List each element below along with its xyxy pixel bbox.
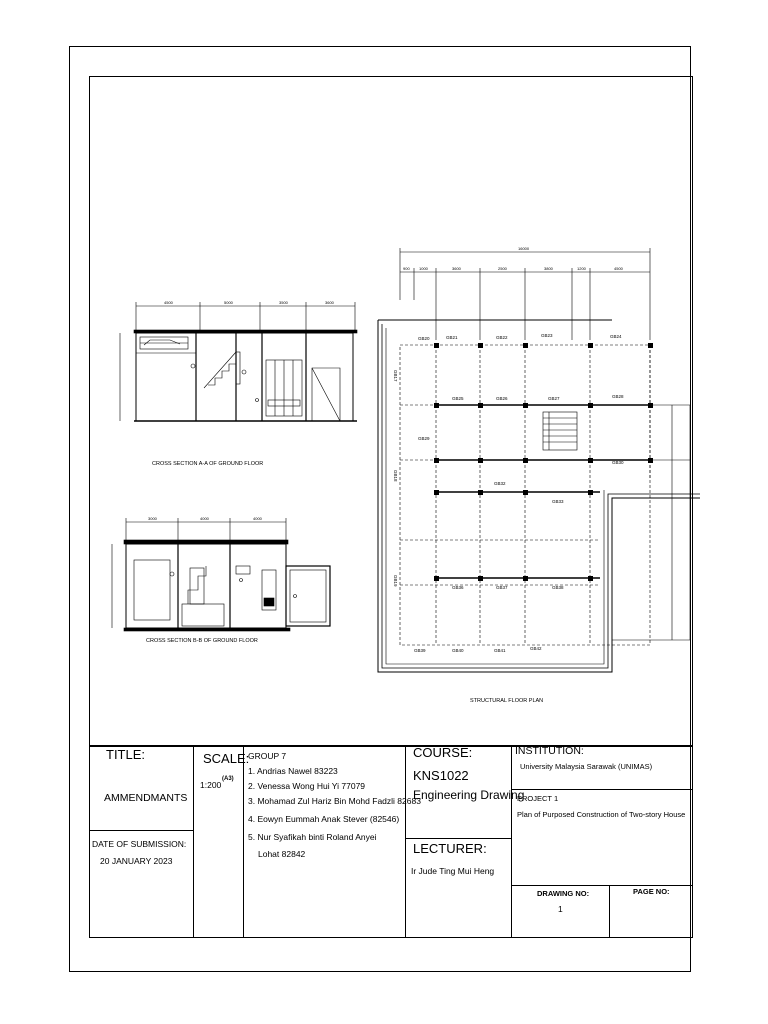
beam-tag-gb27: GB27 bbox=[548, 396, 560, 401]
beam-tag-gb21: GB21 bbox=[446, 335, 458, 340]
beam-tag-gb33: GB33 bbox=[552, 499, 564, 504]
section-bb-label: CROSS SECTION B-B OF GROUND FLOOR bbox=[146, 638, 258, 644]
beam-tag-gb41: GB41 bbox=[494, 648, 506, 653]
cross-section-aa bbox=[120, 302, 357, 421]
beam-tag-gb24: GB24 bbox=[610, 334, 622, 339]
bb-dim-2: 4000 bbox=[200, 516, 209, 521]
institution-name: University Malaysia Sarawak (UNIMAS) bbox=[520, 762, 653, 771]
plan-dim-1: 900 bbox=[403, 266, 410, 271]
section-aa-label: CROSS SECTION A-A OF GROUND FLOOR bbox=[152, 461, 264, 467]
tb-v3 bbox=[405, 745, 406, 938]
beam-tag-gb22: GB22 bbox=[496, 335, 508, 340]
beam-tag-gb32: GB32 bbox=[494, 481, 506, 486]
beam-tag-gb39: GB39 bbox=[414, 648, 426, 653]
tb-drawing-line bbox=[511, 885, 693, 886]
beam-tag-gb23: GB23 bbox=[541, 333, 553, 338]
plan-dim-texts bbox=[403, 246, 624, 271]
scale-value: 1:200 bbox=[200, 780, 222, 790]
tb-top-line bbox=[89, 745, 693, 747]
plan-dim-4: 2500 bbox=[498, 266, 507, 271]
beam-tag-gb40: GB40 bbox=[452, 648, 464, 653]
course-label: COURSE: bbox=[413, 745, 473, 760]
group-label: GROUP 7 bbox=[248, 751, 287, 761]
drawing-no-label: DRAWING NO: bbox=[537, 889, 590, 898]
tb-v4 bbox=[511, 745, 512, 938]
course-code: KNS1022 bbox=[413, 768, 469, 783]
beam-tag-gb26: GB26 bbox=[496, 396, 508, 401]
project-label: PROJECT 1 bbox=[517, 794, 559, 803]
beam-tag-gb28: GB28 bbox=[612, 394, 624, 399]
cross-section-bb-texts bbox=[148, 516, 263, 521]
title-label: TITLE: bbox=[106, 747, 146, 762]
aa-dim-2: 5000 bbox=[224, 300, 233, 305]
bb-dim-3: 4000 bbox=[253, 516, 262, 521]
member-5-cont: Lohat 82842 bbox=[258, 849, 306, 859]
beam-tag-gb17: GB17 bbox=[393, 370, 398, 382]
member-1: 1. Andrias Nawel 83223 bbox=[248, 766, 338, 776]
course-name: Engineering Drawing bbox=[413, 788, 525, 802]
beam-tag-gb25: GB25 bbox=[452, 396, 464, 401]
member-4: 4. Eowyn Eummah Anak Stever (82546) bbox=[248, 814, 400, 824]
plan-label: STRUCTURAL FLOOR PLAN bbox=[470, 698, 544, 704]
tb-lecturer-line bbox=[405, 838, 511, 839]
aa-dim-1: 4500 bbox=[164, 300, 173, 305]
tb-v2 bbox=[243, 745, 244, 938]
beam-tag-gb37: GB37 bbox=[496, 585, 508, 590]
tb-v5 bbox=[609, 885, 610, 938]
beam-tag-gb38: GB38 bbox=[552, 585, 564, 590]
plan-total-dim: 16000 bbox=[518, 246, 530, 251]
tb-project-line bbox=[511, 789, 693, 790]
aa-dim-3: 3500 bbox=[279, 300, 288, 305]
project-name: Plan of Purposed Construction of Two-story House bbox=[517, 810, 686, 819]
scale-label: SCALE: bbox=[203, 751, 250, 766]
member-3: 3. Mohamad Zul Hariz Bin Mohd Fadzli 82683 bbox=[248, 796, 421, 806]
title-value: AMMENDMANTS bbox=[104, 792, 188, 804]
institution-label: INSTITUTION: bbox=[515, 745, 584, 757]
plan-dim-5: 3800 bbox=[544, 266, 553, 271]
plan-dim-7: 4500 bbox=[614, 266, 623, 271]
drawing-no-value: 1 bbox=[558, 904, 563, 914]
page-no-label: PAGE NO: bbox=[633, 887, 670, 896]
beam-tag-gb20: GB20 bbox=[418, 336, 430, 341]
beam-tag-gb19: GB19 bbox=[393, 575, 398, 587]
bb-dim-1: 3000 bbox=[148, 516, 157, 521]
aa-dim-4: 3600 bbox=[325, 300, 334, 305]
plan-dim-6: 1200 bbox=[577, 266, 586, 271]
cross-section-aa-texts bbox=[164, 300, 335, 305]
cross-section-bb bbox=[112, 518, 330, 631]
member-5: 5. Nur Syafikah binti Roland Anyei bbox=[248, 832, 377, 842]
lecturer-label: LECTURER: bbox=[413, 841, 487, 856]
date-label: DATE OF SUBMISSION: bbox=[92, 839, 187, 849]
beam-tag-gb29: GB29 bbox=[418, 436, 430, 441]
beam-tag-gb36: GB36 bbox=[452, 585, 464, 590]
tb-v1 bbox=[193, 745, 194, 938]
tb-date-line bbox=[89, 830, 193, 831]
beam-tag-gb30: GB30 bbox=[612, 460, 624, 465]
plan-dim-3: 3600 bbox=[452, 266, 461, 271]
beam-tag-gb42: GB42 bbox=[530, 646, 542, 651]
lecturer-name: Ir Jude Ting Mui Heng bbox=[411, 866, 495, 876]
scale-paper: (A3) bbox=[222, 776, 234, 782]
date-value: 20 JANUARY 2023 bbox=[100, 856, 173, 866]
structural-floor-plan bbox=[378, 248, 700, 672]
beam-tag-gb18: GB18 bbox=[393, 470, 398, 482]
plan-dim-2: 1000 bbox=[419, 266, 428, 271]
member-2: 2. Venessa Wong Hui Yi 77079 bbox=[248, 781, 366, 791]
